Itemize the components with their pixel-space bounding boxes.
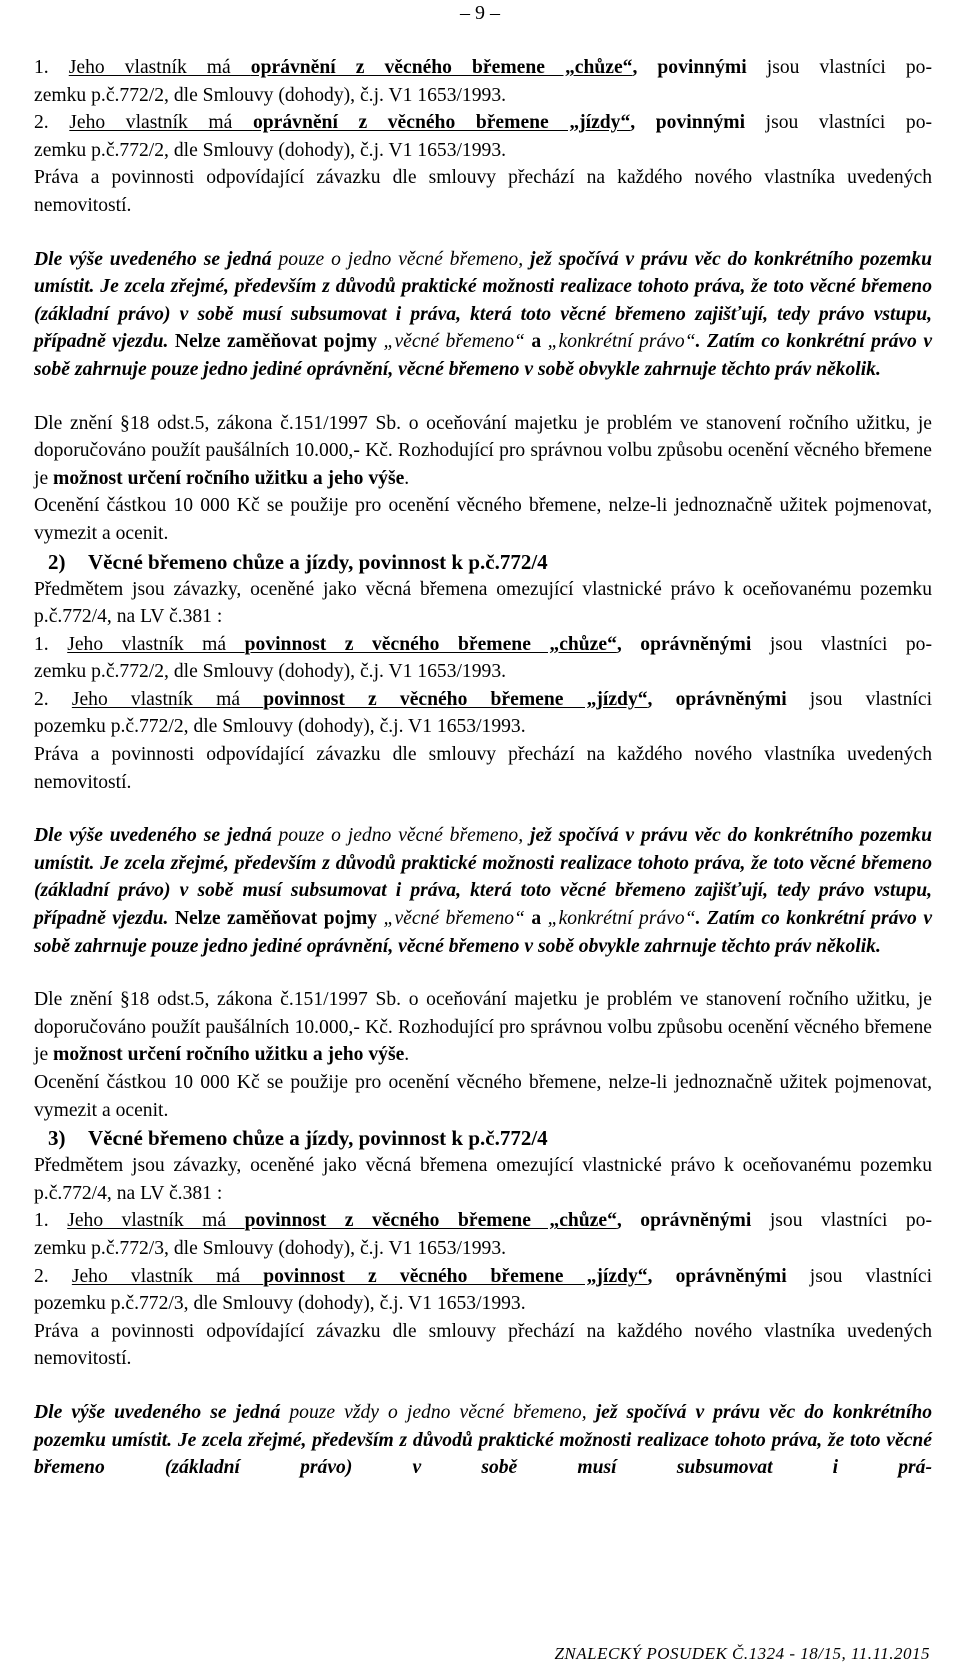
section-3-intro: Předmětem jsou závazky, oceněné jako věcná břemena omezující vlastnické právo k oceňovanému pozemku p.č.772/4, na LV č.381 : [34,1155,932,1204]
valuation-paragraph: Dle znění §18 odst.5, zákona č.151/1997 Sb. o oceňování majetku je problém ve stanovení ročního užitku, je doporučováno použít paušálních 10.000,- Kč. Rozhodující pro správnou volbu způsobu ocenění věcného břemene je možnost určení ročního užitku a jeho výše. [34,412,932,489]
easement-item-1-line2: zemku p.č.772/2, dle Smlouvy (dohody), č.j. V1 1653/1993. [34,84,507,106]
section-2-item-1-line2: zemku p.č.772/2, dle Smlouvy (dohody), č.j. V1 1653/1993. [34,661,507,683]
easement-item-2: 2. Jeho vlastník má oprávnění z věcného břemene „jízdy“, povinnými jsou vlastníci po- [34,112,933,134]
section-2-item-2: 2. Jeho vlastník má povinnost z věcného břemene „jízdy“, oprávněnými jsou vlastníci [34,688,933,710]
section-2-item-1: 1. Jeho vlastník má povinnost z věcného břemene „chůze“, oprávněnými jsou vlastníci po- [34,633,933,655]
section-3-item-1: 1. Jeho vlastník má povinnost z věcného břemene „chůze“, oprávněnými jsou vlastníci po- [34,1210,933,1232]
section-2-rights: Práva a povinnosti odpovídající závazku dle smlouvy přechází na každého nového vlastníka uvedených nemovitostí. [34,744,932,793]
section-3-item-2-line2: pozemku p.č.772/3, dle Smlouvy (dohody), č.j. V1 1653/1993. [34,1293,526,1315]
page-number: – 9 – [460,2,500,24]
easement-item-1: 1. Jeho vlastník má oprávnění z věcného břemene „chůze“, povinnými jsou vlastníci po- [34,57,933,78]
section-2-valuation: Dle znění §18 odst.5, zákona č.151/1997 Sb. o oceňování majetku je problém ve stanovení ročního užitku, je doporučováno použít paušálních 10.000,- Kč. Rozhodující pro správnou volbu způsobu ocenění věcného břemene je možnost určení ročního užitku a jeho výše. [34,989,932,1066]
document-footer: ZNALECKÝ POSUDEK Č.1324 - 18/15, 11.11.2015 [554,1644,930,1663]
section-3-item-1-line2: zemku p.č.772/3, dle Smlouvy (dohody), č.j. V1 1653/1993. [34,1237,507,1259]
section-2-explanation: Dle výše uvedeného se jedná pouze o jedno věcné břemeno, jež spočívá v právu věc do konkrétního pozemku umístit. Je zcela zřejmé, především z důvodů praktické možnosti realizace tohoto práva, že toto věcné břemeno (základní právo) v sobě musí subsumovat i práva, která toto věcné břemeno zajišťují, tedy právo vstupu, případně vjezdu. Nelze zaměňovat pojmy „věcné břemeno“ a „konkrétní právo“. Zatím co konkrétní právo v sobě zahrnuje pouze jedno jediné oprávnění, věcné břemeno v sobě obvykle zahrnuje těchto práv několik. [34,825,933,957]
valuation-amount-paragraph: Ocenění částkou 10 000 Kč se použije pro ocenění věcného břemene, nelze-li jednoznačně užitek pojmenovat, vymezit a ocenit. [34,495,932,544]
explanation-paragraph: Dle výše uvedeného se jedná pouze o jedno věcné břemeno, jež spočívá v právu věc do konkrétního pozemku umístit. Je zcela zřejmé, především z důvodů praktické možnosti realizace tohoto práva, že toto věcné břemeno (základní právo) v sobě musí subsumovat i práva, která toto věcné břemeno zajišťují, tedy právo vstupu, případně vjezdu. Nelze zaměňovat pojmy „věcné břemeno“ a „konkrétní právo“. Zatím co konkrétní právo v sobě zahrnuje pouze jedno jediné oprávnění, věcné břemeno v sobě obvykle zahrnuje těchto práv několik. [34,248,933,380]
section-heading-2: 2) Věcné břemeno chůze a jízdy, povinnost k p.č.772/4 [48,549,548,574]
section-3-rights: Práva a povinnosti odpovídající závazku dle smlouvy přechází na každého nového vlastníka uvedených nemovitostí. [34,1320,932,1370]
rights-paragraph: Práva a povinnosti odpovídající závazku dle smlouvy přechází na každého nového vlastníka uvedených nemovitostí. [34,167,932,216]
section-2-valuation-amount: Ocenění částkou 10 000 Kč se použije pro ocenění věcného břemene, nelze-li jednoznačně užitek pojmenovat, vymezit a ocenit. [34,1072,932,1121]
easement-item-2-line2: zemku p.č.772/2, dle Smlouvy (dohody), č.j. V1 1653/1993. [34,139,507,161]
section-2-intro: Předmětem jsou závazky, oceněné jako věcná břemena omezující vlastnické právo k oceňovanému pozemku p.č.772/4, na LV č.381 : [34,578,932,628]
section-3-item-2: 2. Jeho vlastník má povinnost z věcného břemene „jízdy“, oprávněnými jsou vlastníci [34,1265,933,1287]
page-content [34,54,932,1482]
section-heading-3: 3) Věcné břemeno chůze a jízdy, povinnost k p.č.772/4 [48,1126,548,1151]
section-2-item-2-line2: pozemku p.č.772/2, dle Smlouvy (dohody), č.j. V1 1653/1993. [34,716,526,738]
section-3-explanation: Dle výše uvedeného se jedná pouze vždy o jedno věcné břemeno, jež spočívá v právu věc do konkrétního pozemku umístit. Je zcela zřejmé, především z důvodů praktické možnosti realizace tohoto práva, že toto věcné břemeno (základní právo) v sobě musí subsumovat i prá- [34,1401,933,1479]
